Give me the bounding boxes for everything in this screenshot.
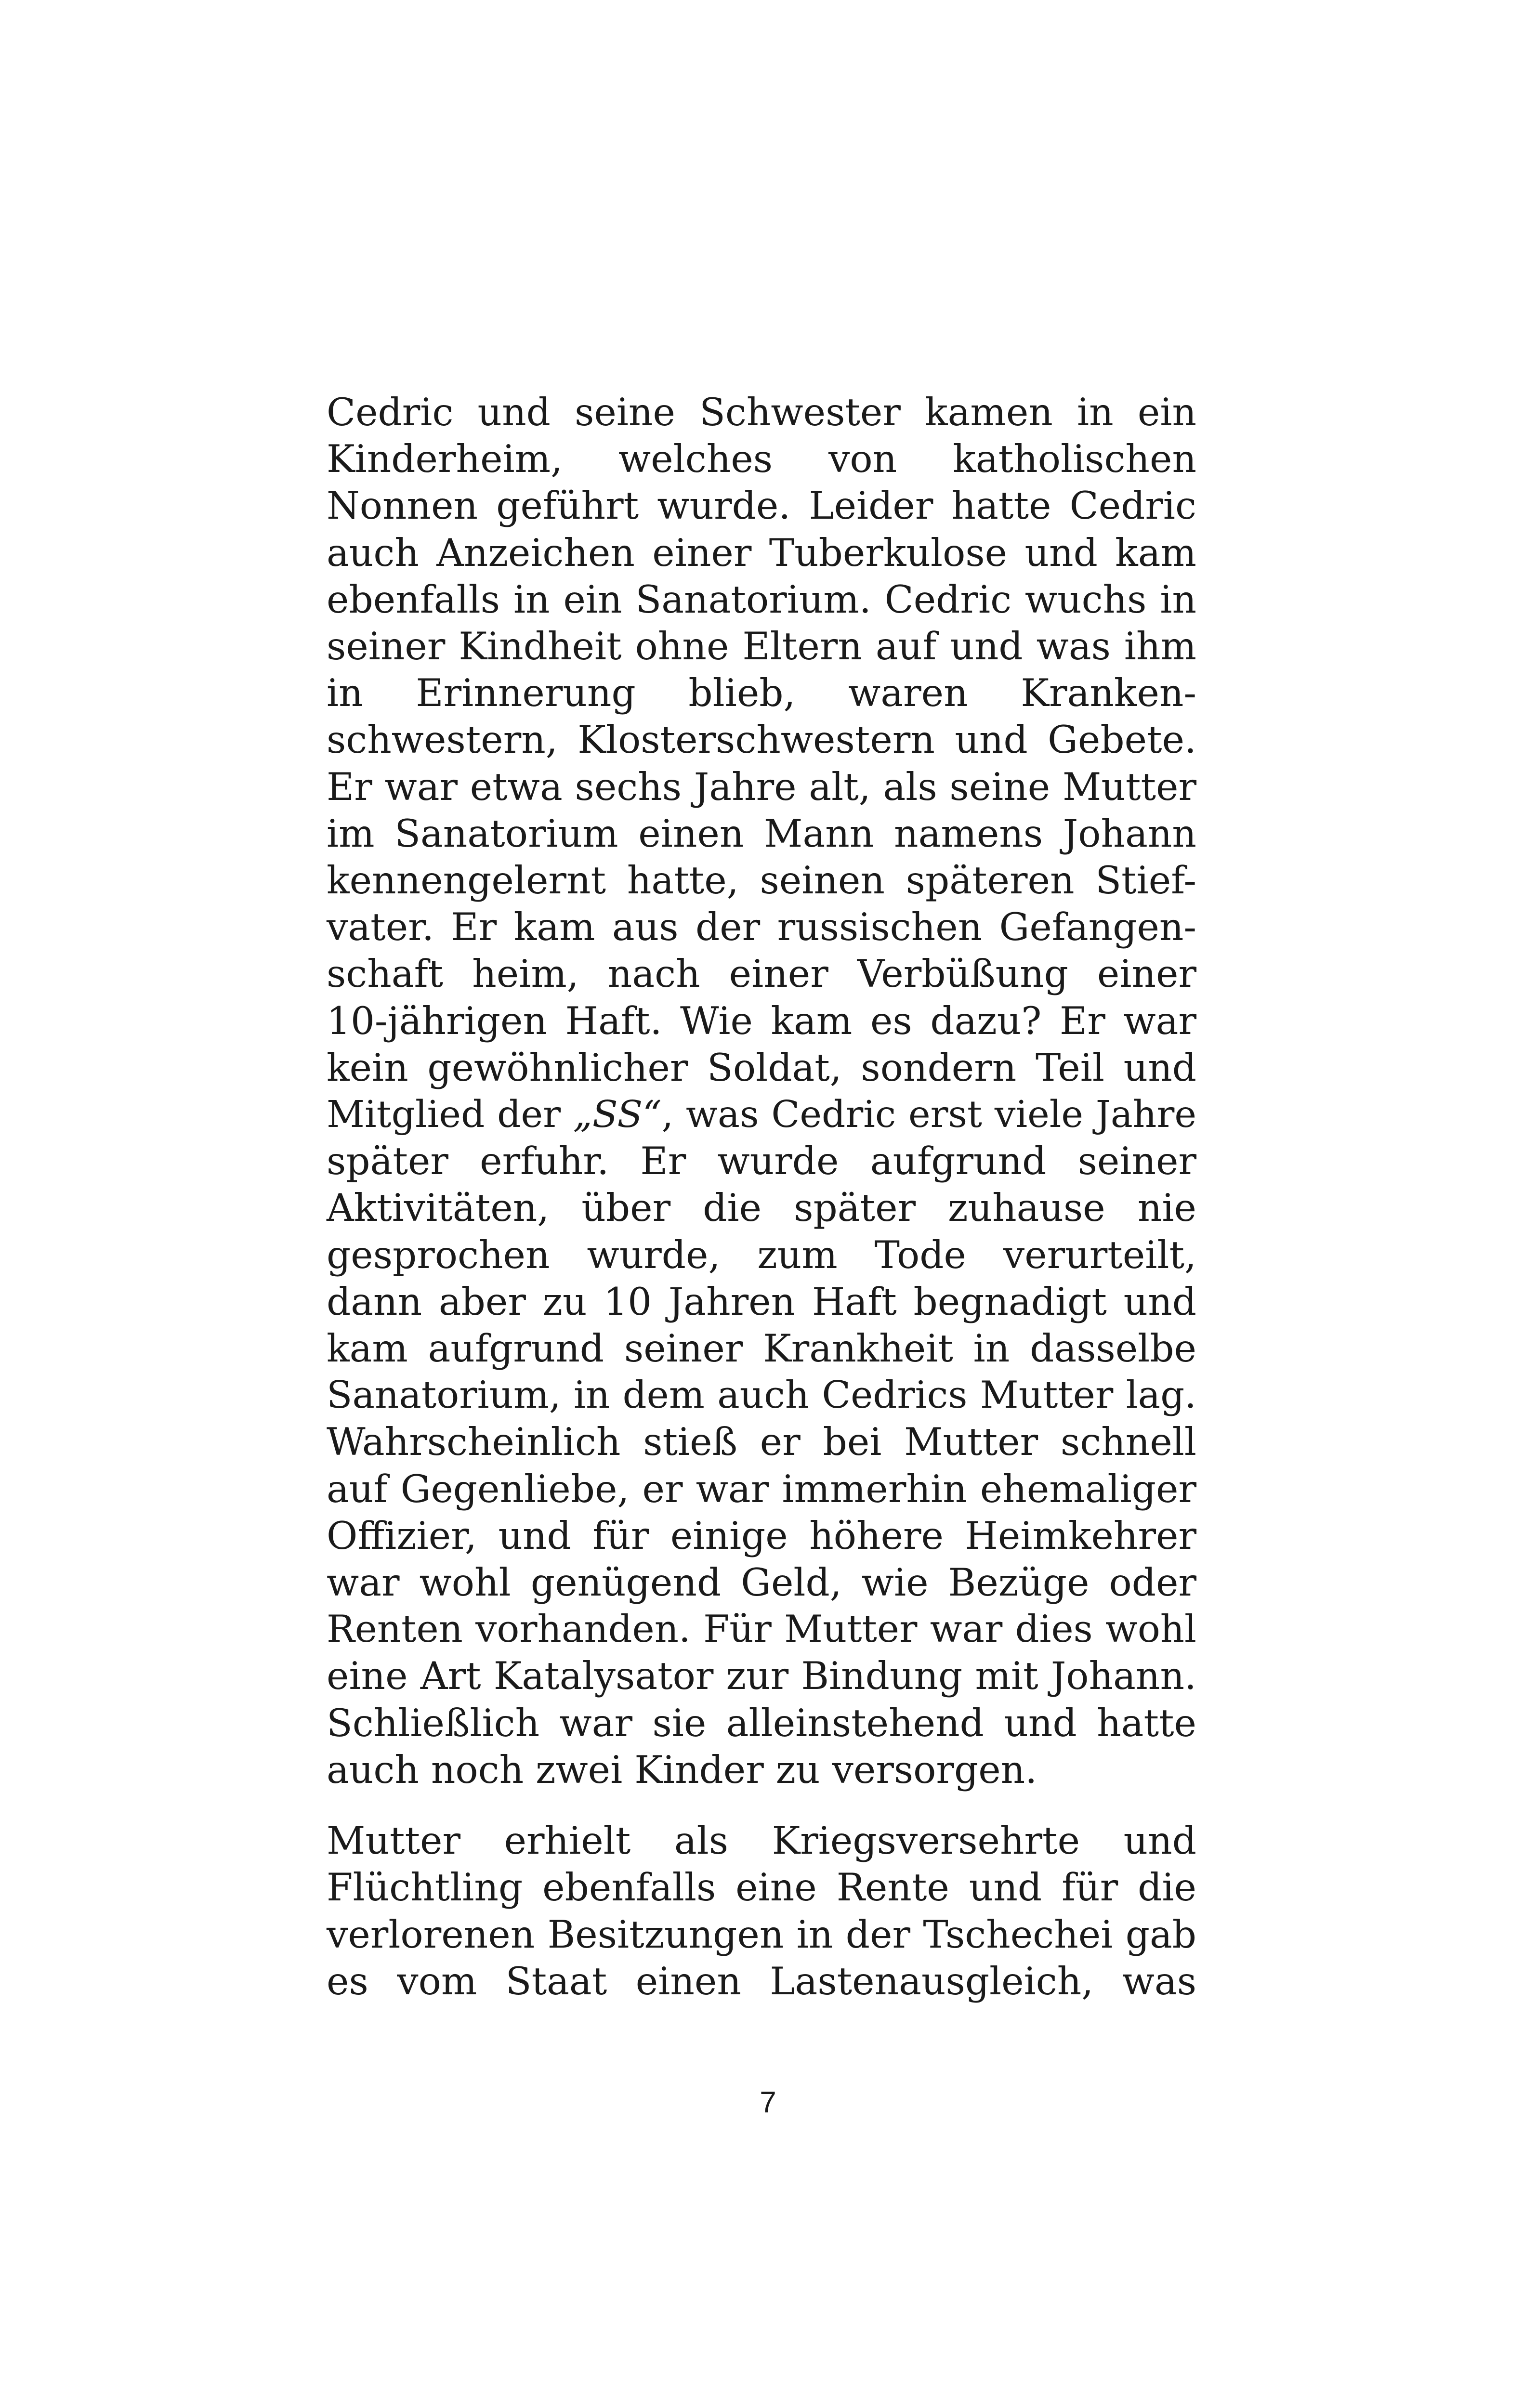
text-line: Mutter erhielt als Kriegsversehrte und: [327, 1819, 1196, 1863]
body-text: [327, 389, 1196, 2005]
text-line: Flüchtling ebenfalls eine Rente und für die: [327, 1865, 1196, 1910]
text-line: Nonnen geführt wurde. Leider hatte Cedric: [327, 484, 1196, 528]
text-line: später erfuhr. Er wurde aufgrund seiner: [327, 1139, 1196, 1184]
text-line: 10-jährigen Haft. Wie kam es dazu? Er war: [327, 998, 1196, 1043]
text-line: in Erinnerung blieb, waren Kranken-: [327, 671, 1196, 716]
text-line: verlorenen Besitzungen in der Tschechei gab: [327, 1912, 1196, 1957]
text-line: kein gewöhnlicher Soldat, sondern Teil und: [327, 1045, 1196, 1090]
text-line: [327, 1091, 1196, 1138]
text-line: eine Art Katalysator zur Bindung mit Johann.: [327, 1654, 1196, 1699]
text-line: war wohl genügend Geld, wie Bezüge oder: [327, 1560, 1196, 1605]
page-number: 7: [760, 2086, 776, 2119]
text-line: Sanatorium, in dem auch Cedrics Mutter lag.: [327, 1374, 1196, 1417]
text-segment: Mitglied der: [327, 1093, 573, 1137]
text-line: kam aufgrund seiner Krankheit in dasselbe: [327, 1326, 1196, 1371]
text-line: Cedric und seine Schwester kamen in ein: [327, 390, 1196, 434]
text-line: schwestern, Klosterschwestern und Gebete.: [327, 718, 1196, 762]
text-line: dann aber zu 10 Jahren Haft begnadigt und: [327, 1279, 1196, 1324]
text-line: schaft heim, nach einer Verbüßung einer: [327, 952, 1196, 996]
text-line: ebenfalls in ein Sanatorium. Cedric wuchs in: [327, 577, 1196, 622]
text-line: auf Gegenliebe, er war immerhin ehemaliger: [327, 1466, 1196, 1511]
text-line: Schließlich war sie alleinstehend und hatte: [327, 1701, 1196, 1745]
text-line: gesprochen wurde, zum Tode verurteilt,: [327, 1232, 1196, 1277]
text-line: vater. Er kam aus der russischen Gefangen-: [327, 905, 1196, 950]
text-line: Er war etwa sechs Jahre alt, als seine Mutter: [327, 764, 1196, 809]
text-line: Renten vorhanden. Für Mutter war dies wohl: [327, 1608, 1196, 1651]
text-line: auch Anzeichen einer Tuberkulose und kam: [327, 530, 1196, 575]
text-line: seiner Kindheit ohne Eltern auf und was ihm: [327, 624, 1196, 669]
text-line: Offizier, und für einige höhere Heimkehrer: [327, 1513, 1196, 1558]
paragraph-1: [327, 389, 1196, 1793]
text-line: Kinderheim, welches von katholischen: [327, 437, 1196, 482]
text-line: im Sanatorium einen Mann namens Johann: [327, 811, 1196, 856]
text-line: auch noch zwei Kinder zu versorgen.: [327, 1747, 1037, 1792]
text-line: Aktivitäten, über die später zuhause nie: [327, 1186, 1196, 1230]
text-line: es vom Staat einen Lastenausgleich, was: [327, 1959, 1196, 2003]
ss-italic-term: „SS“: [573, 1093, 662, 1137]
text-line: kennengelernt hatte, seinen späteren Stief-: [327, 858, 1196, 903]
paragraph-2: [327, 1818, 1196, 2005]
text-line: Wahrscheinlich stieß er bei Mutter schnell: [327, 1420, 1196, 1465]
text-segment: , was Cedric erst viele Jahre: [661, 1093, 1196, 1137]
